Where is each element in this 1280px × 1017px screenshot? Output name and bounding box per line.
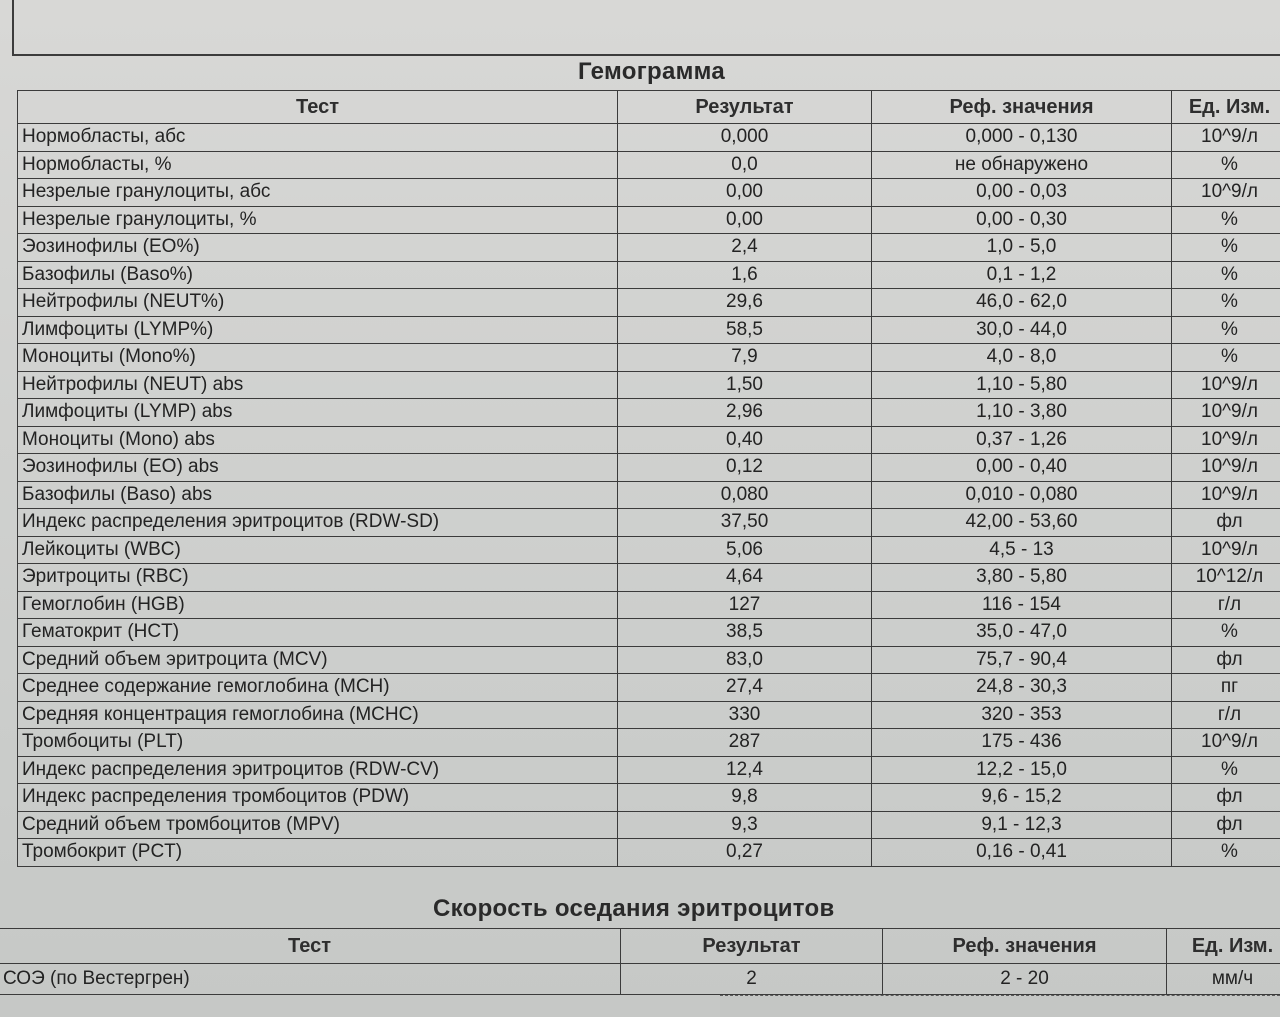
- table-row: [0, 964, 1280, 995]
- ref-range-cell: 75,7 - 90,4: [872, 646, 1172, 674]
- unit-cell: %: [1172, 344, 1280, 372]
- result-cell: 0,40: [618, 426, 872, 454]
- table-row: [18, 179, 1280, 207]
- result-cell: 29,6: [618, 289, 872, 317]
- test-name-cell: Тромбокрит (PCT): [18, 839, 618, 867]
- header-result: Результат: [621, 929, 883, 964]
- table-row: [18, 756, 1280, 784]
- header-ref: Реф. значения: [872, 91, 1172, 124]
- table-row: [18, 399, 1280, 427]
- esr-title: Скорость оседания эритроцитов: [433, 895, 835, 922]
- result-cell: 12,4: [618, 756, 872, 784]
- hemogram-body: [18, 124, 1280, 867]
- result-cell: 9,8: [618, 784, 872, 812]
- unit-cell: фл: [1172, 784, 1280, 812]
- ref-range-cell: 3,80 - 5,80: [872, 564, 1172, 592]
- result-cell: 37,50: [618, 509, 872, 537]
- test-name-cell: Индекс распределения эритроцитов (RDW-SD): [18, 509, 618, 537]
- ref-range-cell: не обнаружено: [872, 151, 1172, 179]
- ref-range-cell: 0,1 - 1,2: [872, 261, 1172, 289]
- ref-range-cell: 116 - 154: [872, 591, 1172, 619]
- unit-cell: %: [1172, 151, 1280, 179]
- unit-cell: %: [1172, 316, 1280, 344]
- header-test: Тест: [18, 91, 618, 124]
- unit-cell: 10^9/л: [1172, 536, 1280, 564]
- test-name-cell: Средняя концентрация гемоглобина (MCHC): [18, 701, 618, 729]
- test-name-cell: Гемоглобин (HGB): [18, 591, 618, 619]
- unit-cell: %: [1172, 261, 1280, 289]
- ref-range-cell: 46,0 - 62,0: [872, 289, 1172, 317]
- table-row: [18, 151, 1280, 179]
- result-cell: 0,00: [618, 179, 872, 207]
- header-unit: Ед. Изм.: [1172, 91, 1280, 124]
- table-row: [18, 261, 1280, 289]
- test-name-cell: Нейтрофилы (NEUT) abs: [18, 371, 618, 399]
- ref-range-cell: 4,5 - 13: [872, 536, 1172, 564]
- unit-cell: 10^9/л: [1172, 426, 1280, 454]
- table-row: [18, 206, 1280, 234]
- test-name-cell: Гематокрит (HCT): [18, 619, 618, 647]
- test-name-cell: Базофилы (Baso) abs: [18, 481, 618, 509]
- result-cell: 7,9: [618, 344, 872, 372]
- table-row: [18, 234, 1280, 262]
- test-name-cell: Тромбоциты (PLT): [18, 729, 618, 757]
- page-border-left: [12, 0, 14, 56]
- test-name-cell: Индекс распределения тромбоцитов (PDW): [18, 784, 618, 812]
- table-row: [18, 509, 1280, 537]
- table-row: [18, 811, 1280, 839]
- table-row: [18, 481, 1280, 509]
- ref-range-cell: 0,00 - 0,40: [872, 454, 1172, 482]
- ref-range-cell: 0,00 - 0,03: [872, 179, 1172, 207]
- table-row: [18, 289, 1280, 317]
- unit-cell: 10^9/л: [1172, 481, 1280, 509]
- table-row: [18, 454, 1280, 482]
- table-row: [18, 344, 1280, 372]
- test-name-cell: Эозинофилы (EO%): [18, 234, 618, 262]
- result-cell: 0,27: [618, 839, 872, 867]
- ref-range-cell: 24,8 - 30,3: [872, 674, 1172, 702]
- ref-range-cell: 175 - 436: [872, 729, 1172, 757]
- ref-range-cell: 0,000 - 0,130: [872, 124, 1172, 152]
- result-cell: 83,0: [618, 646, 872, 674]
- ref-range-cell: 1,10 - 5,80: [872, 371, 1172, 399]
- ref-range-cell: 0,16 - 0,41: [872, 839, 1172, 867]
- result-cell: 127: [618, 591, 872, 619]
- result-cell: 0,00: [618, 206, 872, 234]
- table-row: [18, 729, 1280, 757]
- unit-cell: %: [1172, 839, 1280, 867]
- unit-cell: г/л: [1172, 591, 1280, 619]
- result-cell: 0,0: [618, 151, 872, 179]
- unit-cell: фл: [1172, 811, 1280, 839]
- hemogram-header-row: [18, 91, 1280, 124]
- ref-range-cell: 9,6 - 15,2: [872, 784, 1172, 812]
- table-row: [18, 646, 1280, 674]
- result-cell: 58,5: [618, 316, 872, 344]
- test-name-cell: Нормобласты, %: [18, 151, 618, 179]
- result-cell: 5,06: [618, 536, 872, 564]
- unit-cell: г/л: [1172, 701, 1280, 729]
- test-name-cell: Средний объем тромбоцитов (MPV): [18, 811, 618, 839]
- result-cell: 2,96: [618, 399, 872, 427]
- table-row: [18, 426, 1280, 454]
- ref-range-cell: 9,1 - 12,3: [872, 811, 1172, 839]
- table-row: [18, 619, 1280, 647]
- test-name-cell: Моноциты (Mono) abs: [18, 426, 618, 454]
- page-border-top: [12, 54, 1280, 56]
- table-row: [18, 839, 1280, 867]
- test-name-cell: Лимфоциты (LYMP) abs: [18, 399, 618, 427]
- result-cell: 330: [618, 701, 872, 729]
- table-row: [18, 591, 1280, 619]
- unit-cell: %: [1172, 289, 1280, 317]
- unit-cell: 10^12/л: [1172, 564, 1280, 592]
- result-cell: 4,64: [618, 564, 872, 592]
- result-cell: 0,080: [618, 481, 872, 509]
- ref-range-cell: 320 - 353: [872, 701, 1172, 729]
- test-name-cell: Среднее содержание гемоглобина (MCH): [18, 674, 618, 702]
- unit-cell: %: [1172, 234, 1280, 262]
- test-name-cell: Нейтрофилы (NEUT%): [18, 289, 618, 317]
- table-row: [18, 316, 1280, 344]
- header-unit: Ед. Изм.: [1167, 929, 1280, 964]
- page-bottom-edge: [720, 995, 1280, 1017]
- result-cell: 9,3: [618, 811, 872, 839]
- unit-cell: мм/ч: [1167, 964, 1280, 995]
- unit-cell: %: [1172, 756, 1280, 784]
- test-name-cell: Незрелые гранулоциты, абс: [18, 179, 618, 207]
- ref-range-cell: 0,010 - 0,080: [872, 481, 1172, 509]
- ref-range-cell: 35,0 - 47,0: [872, 619, 1172, 647]
- ref-range-cell: 2 - 20: [883, 964, 1167, 995]
- unit-cell: 10^9/л: [1172, 729, 1280, 757]
- test-name-cell: Лейкоциты (WBC): [18, 536, 618, 564]
- ref-range-cell: 0,37 - 1,26: [872, 426, 1172, 454]
- ref-range-cell: 4,0 - 8,0: [872, 344, 1172, 372]
- table-row: [18, 371, 1280, 399]
- test-name-cell: Нормобласты, абс: [18, 124, 618, 152]
- ref-range-cell: 42,00 - 53,60: [872, 509, 1172, 537]
- unit-cell: 10^9/л: [1172, 454, 1280, 482]
- header-ref: Реф. значения: [883, 929, 1167, 964]
- table-row: [18, 124, 1280, 152]
- test-name-cell: Средний объем эритроцита (MCV): [18, 646, 618, 674]
- result-cell: 27,4: [618, 674, 872, 702]
- unit-cell: фл: [1172, 646, 1280, 674]
- test-name-cell: СОЭ (по Вестергрен): [0, 964, 621, 995]
- result-cell: 2: [621, 964, 883, 995]
- unit-cell: %: [1172, 206, 1280, 234]
- hemogram-table: [17, 90, 1280, 867]
- test-name-cell: Моноциты (Mono%): [18, 344, 618, 372]
- test-name-cell: Базофилы (Baso%): [18, 261, 618, 289]
- result-cell: 0,000: [618, 124, 872, 152]
- test-name-cell: Незрелые гранулоциты, %: [18, 206, 618, 234]
- test-name-cell: Эритроциты (RBC): [18, 564, 618, 592]
- ref-range-cell: 30,0 - 44,0: [872, 316, 1172, 344]
- unit-cell: фл: [1172, 509, 1280, 537]
- esr-table: [0, 928, 1280, 995]
- result-cell: 1,50: [618, 371, 872, 399]
- table-row: [18, 674, 1280, 702]
- unit-cell: 10^9/л: [1172, 399, 1280, 427]
- result-cell: 287: [618, 729, 872, 757]
- unit-cell: 10^9/л: [1172, 124, 1280, 152]
- header-result: Результат: [618, 91, 872, 124]
- ref-range-cell: 0,00 - 0,30: [872, 206, 1172, 234]
- table-row: [18, 536, 1280, 564]
- test-name-cell: Эозинофилы (EO) abs: [18, 454, 618, 482]
- ref-range-cell: 1,0 - 5,0: [872, 234, 1172, 262]
- ref-range-cell: 12,2 - 15,0: [872, 756, 1172, 784]
- table-row: [18, 701, 1280, 729]
- esr-header-row: [0, 929, 1280, 964]
- header-test: Тест: [0, 929, 621, 964]
- table-row: [18, 784, 1280, 812]
- result-cell: 2,4: [618, 234, 872, 262]
- test-name-cell: Индекс распределения эритроцитов (RDW-CV): [18, 756, 618, 784]
- ref-range-cell: 1,10 - 3,80: [872, 399, 1172, 427]
- test-name-cell: Лимфоциты (LYMP%): [18, 316, 618, 344]
- unit-cell: 10^9/л: [1172, 179, 1280, 207]
- result-cell: 38,5: [618, 619, 872, 647]
- result-cell: 0,12: [618, 454, 872, 482]
- result-cell: 1,6: [618, 261, 872, 289]
- esr-body: [0, 964, 1280, 995]
- unit-cell: 10^9/л: [1172, 371, 1280, 399]
- unit-cell: %: [1172, 619, 1280, 647]
- table-row: [18, 564, 1280, 592]
- unit-cell: пг: [1172, 674, 1280, 702]
- hemogram-title: Гемограмма: [578, 58, 726, 85]
